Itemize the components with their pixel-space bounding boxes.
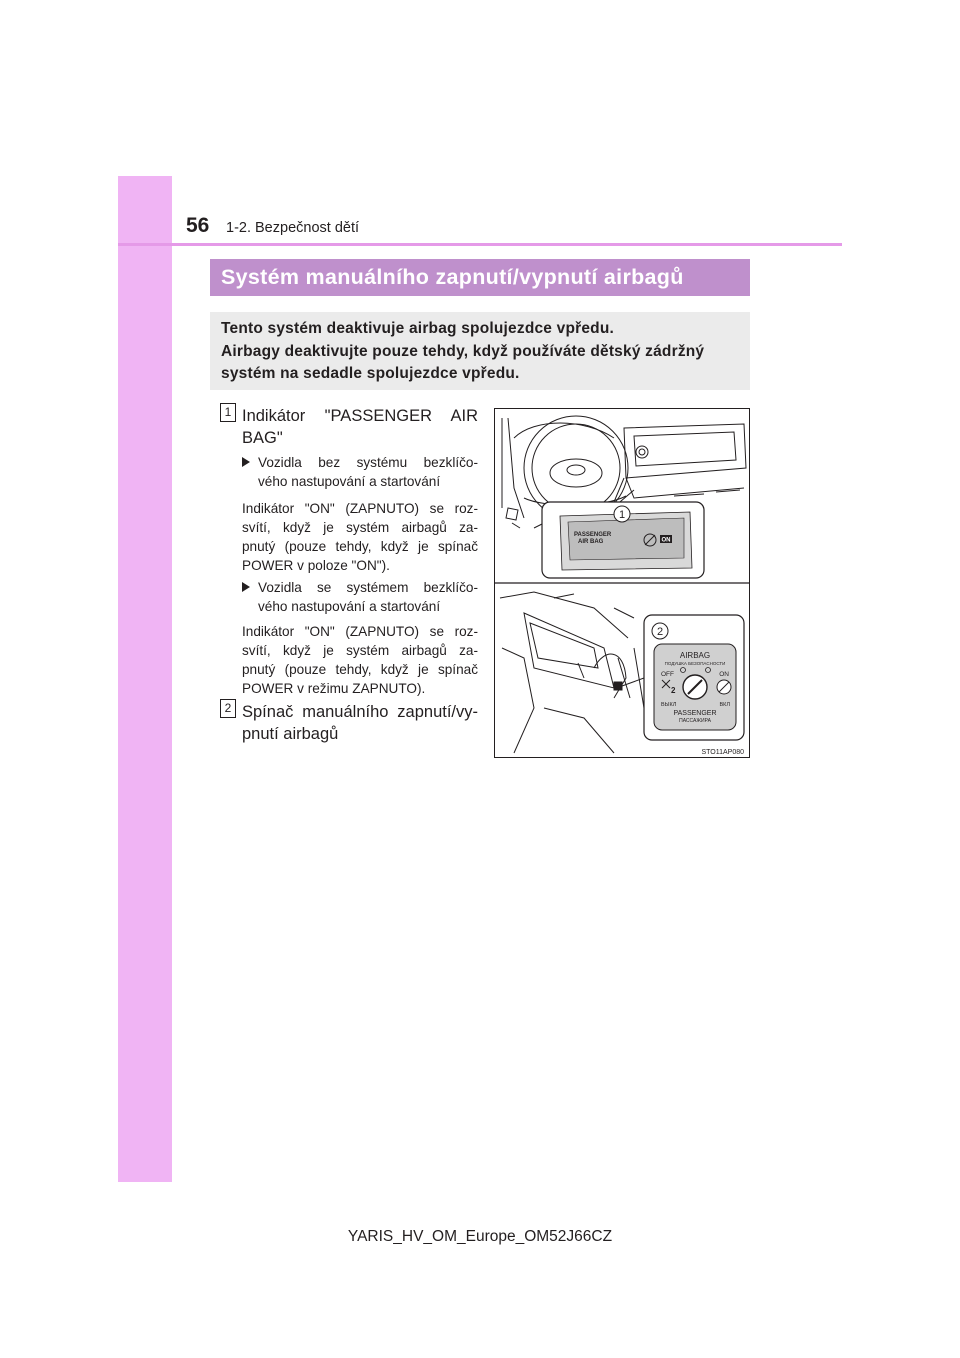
- switch-on-ru: ВКЛ: [719, 702, 730, 708]
- item-number-1: 1: [220, 403, 236, 422]
- indicator-callout: [542, 502, 704, 578]
- intro-line: Tento systém deaktivuje airbag spolujezdce vpředu.: [221, 320, 615, 337]
- section-title: Systém manuálního zapnutí/vypnutí airbagů: [221, 265, 684, 289]
- intro-line: systém na sedadle spolujezdce vpředu.: [221, 365, 520, 382]
- bullet-keyless-without: Vozidla bez systému bezklíčo- vého nastupování a startování: [242, 453, 478, 491]
- intro-line: Airbagy deaktivujte pouze tehdy, když používáte dětský zádržný: [221, 342, 705, 360]
- footer-document-id: YARIS_HV_OM_Europe_OM52J66CZ: [347, 1228, 613, 1245]
- airbag-figure: [494, 408, 750, 758]
- switch-on-label: ON: [719, 671, 729, 678]
- indicator-passenger-text: PASSENGER: [574, 532, 612, 538]
- switch-off-label: OFF: [661, 671, 674, 678]
- side-tab-band: [118, 176, 172, 1182]
- header-rule: [118, 243, 842, 246]
- callout-1-label: 1: [618, 509, 626, 521]
- airbag-on-icon: [717, 680, 731, 694]
- intro-box: [210, 312, 750, 390]
- switch-passenger: PASSENGER: [673, 710, 717, 717]
- intro-text: [221, 318, 743, 386]
- switch-callout: [644, 615, 744, 740]
- callout-2-label: 2: [656, 626, 664, 638]
- arrow-bullet-icon: [242, 582, 250, 592]
- item-number-2: 2: [220, 699, 236, 718]
- switch-number: 2: [671, 686, 676, 695]
- arrow-bullet-icon: [242, 457, 250, 467]
- indicator-paragraph-2: Indikátor "ON" (ZAPNUTO) se roz- svítí, když je systém airbagů za- pnutý (pouze tehdy, když je spínač POWER v režimu ZAPNUTO).: [242, 624, 478, 696]
- figure-code: STO11AP080: [701, 749, 744, 756]
- section-label: 1-2. Bezpečnost dětí: [226, 220, 359, 236]
- page-number: 56: [186, 214, 210, 237]
- bullet-keyless-with: Vozidla se systémem bezklíčo- vého nastupování a startování: [242, 578, 478, 616]
- switch-title: AIRBAG: [679, 651, 711, 660]
- switch-off-ru: ВЫКЛ: [661, 702, 677, 708]
- indicator-paragraph-1: Indikátor "ON" (ZAPNUTO) se roz- svítí, když je systém airbagů za- pnutý (pouze tehdy, když je spínač POWER v poloze "ON").: [242, 501, 478, 573]
- item-1-title: Indikátor "PASSENGER AIR BAG": [242, 407, 478, 447]
- section-title-bar: [210, 259, 750, 296]
- switch-title-ru: ПОДУШКА БЕЗОПАСНОСТИ: [664, 661, 726, 666]
- indicator-on-text: ON: [661, 537, 671, 544]
- item-2-title: Spínač manuálního zapnutí/vy- pnutí airbagů: [242, 703, 478, 743]
- switch-passenger-ru: ПАССАЖИРА: [679, 718, 711, 724]
- indicator-airbag-text: AIR BAG: [578, 539, 604, 545]
